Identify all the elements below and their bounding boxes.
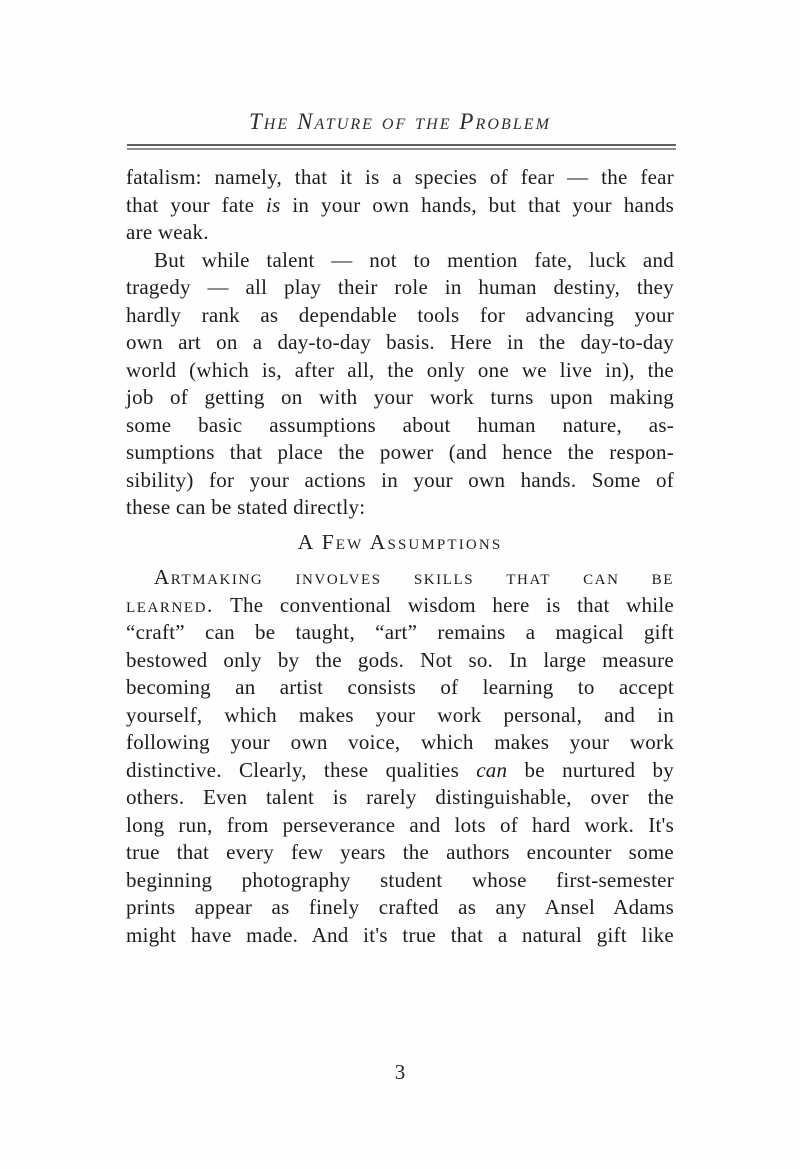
paragraph	[126, 564, 674, 949]
text-segment: are weak.	[126, 220, 209, 244]
text-line	[126, 757, 674, 785]
text-line	[126, 412, 674, 440]
text-segment: tragedy — all play their role in human destiny, they	[126, 275, 674, 299]
text-segment: in your own hands, but that your hands	[280, 192, 675, 217]
text-segment: these can be stated directly:	[126, 495, 366, 519]
paragraph	[126, 164, 674, 247]
text-line	[126, 274, 674, 302]
text-segment: some basic assumptions about human nature, as-	[126, 412, 674, 437]
text-segment: “craft” can be taught, “art” remains a magical gift	[126, 620, 674, 644]
text-segment: true that every few years the authors encounter some	[126, 840, 674, 864]
running-header: The Nature of the Problem	[248, 109, 552, 134]
text-line	[126, 329, 674, 357]
text-segment: prints appear as finely crafted as any Ansel Adams	[126, 895, 674, 919]
paragraph	[126, 247, 674, 522]
text-line	[126, 439, 674, 467]
header-double-rule	[127, 144, 676, 150]
page-number: 3	[394, 1060, 406, 1084]
smallcaps-text: learned.	[126, 592, 214, 617]
text-line	[126, 592, 674, 620]
text-segment: bestowed only by the gods. Not so. In large measure	[126, 647, 674, 672]
section-heading: A Few Assumptions	[297, 529, 503, 554]
text-line	[126, 164, 674, 192]
text-segment: might have made. And it's true that a natural gift like	[126, 922, 674, 947]
text-line	[126, 467, 674, 495]
text-segment: job of getting on with your work turns upon making	[126, 385, 674, 409]
text-segment: be nurtured by	[507, 757, 674, 782]
text-segment: others. Even talent is rarely distinguishable, over the	[126, 785, 674, 809]
text-segment: long run, from perseverance and lots of hard work. It's	[126, 812, 674, 837]
text-line	[126, 247, 674, 275]
text-column	[126, 164, 674, 949]
text-line	[126, 894, 674, 922]
text-line	[126, 647, 674, 675]
text-segment: becoming an artist consists of learning to accept	[126, 675, 674, 699]
text-segment: hardly rank as dependable tools for advancing your	[126, 302, 674, 327]
text-line	[126, 494, 674, 522]
text-line	[126, 192, 674, 220]
text-segment: fatalism: namely, that it is a species of fear — the fear	[126, 165, 674, 189]
text-line	[126, 922, 674, 950]
text-segment: that your fate	[126, 192, 266, 217]
text-line	[126, 784, 674, 812]
text-segment: world (which is, after all, the only one we live in), the	[126, 357, 674, 382]
text-segment: But while talent — not to mention fate, luck and	[154, 247, 674, 272]
text-line	[126, 357, 674, 385]
text-line	[126, 219, 674, 247]
text-segment: yourself, which makes your work personal, and in	[126, 702, 674, 727]
text-line	[126, 702, 674, 730]
text-segment: beginning photography student whose first-semester	[126, 867, 674, 892]
italic-text: can	[476, 757, 508, 782]
text-line	[126, 867, 674, 895]
italic-text: is	[265, 192, 281, 217]
text-segment: distinctive. Clearly, these qualities	[126, 757, 477, 782]
text-segment: sumptions that place the power (and hence the respon-	[126, 440, 674, 464]
text-line	[126, 729, 674, 757]
text-line	[126, 302, 674, 330]
text-segment: The conventional wisdom here is that while	[213, 592, 674, 617]
smallcaps-text: Artmaking involves skills that can be	[154, 565, 674, 589]
text-line	[126, 674, 674, 702]
text-line	[126, 812, 674, 840]
text-segment: sibility) for your actions in your own hands. Some of	[126, 467, 674, 492]
text-line	[126, 384, 674, 412]
text-line	[126, 619, 674, 647]
text-line	[126, 564, 674, 592]
text-segment: own art on a day-to-day basis. Here in the day-to-day	[126, 330, 674, 354]
text-segment: following your own voice, which makes your work	[126, 730, 674, 754]
text-line	[126, 839, 674, 867]
